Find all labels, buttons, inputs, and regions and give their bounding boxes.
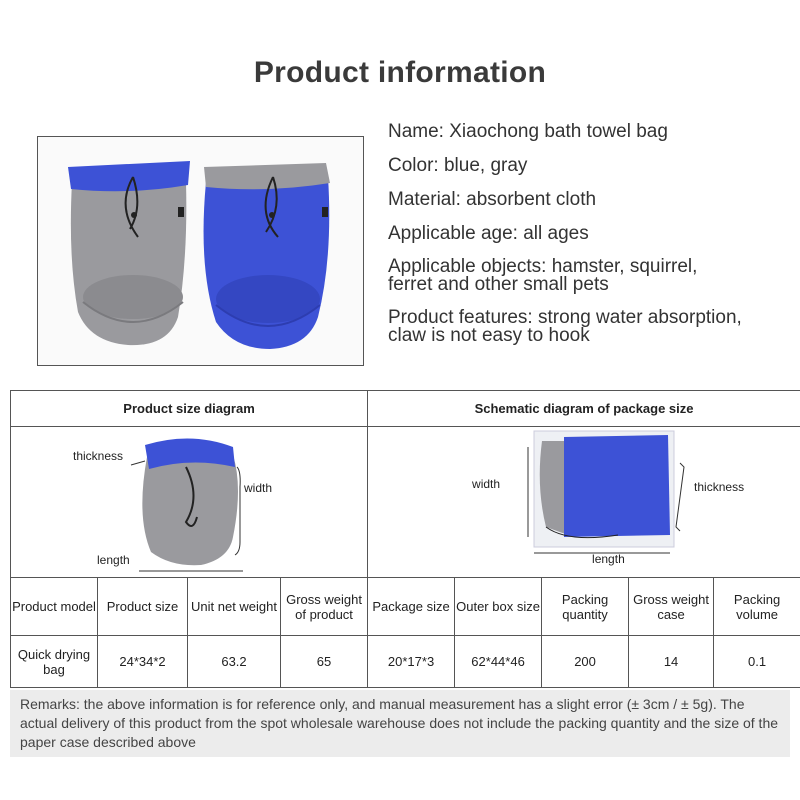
size-diagram-graphic xyxy=(11,427,383,577)
package-diagram-graphic xyxy=(368,427,776,577)
package-diagram xyxy=(368,427,800,578)
cell-product-size: 24*34*2 xyxy=(98,636,188,688)
cell-packing-volume: 0.1 xyxy=(714,636,800,688)
table-header-row xyxy=(11,578,800,636)
cell-gross-weight-case: 14 xyxy=(629,636,714,688)
size-label-width: width xyxy=(244,481,273,495)
info-objects-line1: Applicable objects: hamster, squirrel, xyxy=(388,256,698,277)
towel-bags-illustration xyxy=(38,137,363,365)
col-product-size: Product size xyxy=(98,578,188,636)
cell-model: Quick drying bag xyxy=(11,636,98,688)
col-product-model: Product model xyxy=(11,578,98,636)
col-packing-quantity: Packing quantity xyxy=(542,578,629,636)
info-objects-line2: ferret and other small pets xyxy=(388,274,609,295)
package-diagram-header: Schematic diagram of package size xyxy=(368,391,800,427)
size-diagram-header: Product size diagram xyxy=(11,391,368,427)
info-age: Applicable age: all ages xyxy=(388,223,589,244)
size-diagram xyxy=(11,427,368,578)
package-label-length: length xyxy=(592,552,625,566)
info-color: Color: blue, gray xyxy=(388,155,528,176)
cell-package-size: 20*17*3 xyxy=(368,636,455,688)
cell-packing-quantity: 200 xyxy=(542,636,629,688)
info-features-line2: claw is not easy to hook xyxy=(388,325,590,346)
col-package-size: Package size xyxy=(368,578,455,636)
table-row xyxy=(11,636,800,688)
package-label-width: width xyxy=(472,477,501,491)
col-outer-box-size: Outer box size xyxy=(455,578,542,636)
info-objects xyxy=(388,258,788,294)
info-material: Material: absorbent cloth xyxy=(388,189,597,210)
col-packing-volume: Packing volume xyxy=(714,578,800,636)
cell-gross-weight: 65 xyxy=(281,636,368,688)
size-label-thickness: thickness xyxy=(73,449,124,463)
col-gross-weight: Gross weight of product xyxy=(281,578,368,636)
info-features-line1: Product features: strong water absorption, xyxy=(388,307,742,328)
product-info-list xyxy=(388,122,788,360)
info-features xyxy=(388,309,788,345)
package-label-thickness: thickness xyxy=(694,480,745,494)
col-gross-weight-case: Gross weight case xyxy=(629,578,714,636)
size-label-length: length xyxy=(97,553,130,567)
cell-outer-box-size: 62*44*46 xyxy=(455,636,542,688)
page-title: Product information xyxy=(253,56,547,89)
col-unit-net-weight: Unit net weight xyxy=(188,578,281,636)
info-name: Name: Xiaochong bath towel bag xyxy=(388,121,668,142)
cell-unit-net-weight: 63.2 xyxy=(188,636,281,688)
remarks-note: Remarks: the above information is for reference only, and manual measurement has a slight error (± 3cm / ± 5g). The actual delivery of this product from the spot wholesale warehouse does not include the packing quantity and the size of the paper case described above xyxy=(10,690,790,757)
product-photo xyxy=(37,136,364,366)
spec-table xyxy=(10,390,800,688)
